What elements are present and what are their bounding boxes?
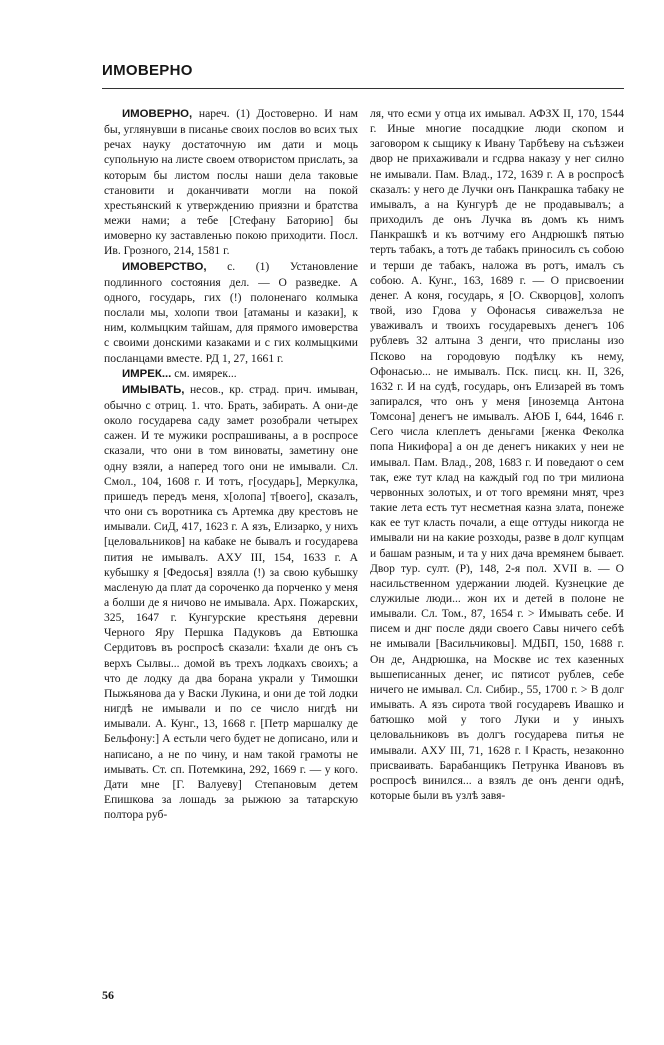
entry-text: см. имярек... <box>171 366 237 380</box>
dictionary-entry <box>104 382 358 823</box>
entry-text: нареч. (1) Достоверно. И нам бы, углянувши в писанье своих послов во всих тых речах науку достаточную им дати и моць супольную на листе своем отвористом прислать, за которым бы листом послы наши дела таковые становити и доканчивати могли на покой хрестьянский к утверждению приязни и братства межи нами; а тебе [Стефану Баторию] бы имоверно ку заставленью покою приходити. Посл. Ив. Грозного, 214, 1581 г. <box>104 107 358 258</box>
dictionary-entry <box>104 106 358 259</box>
running-head: ИМОВЕРНО <box>102 62 193 79</box>
continued-entry-text: ля, что есми у отца их имывал. АФЗХ II, 170, 1544 г. Иные многие посадцкие люди скопом и заговором к сыщику к Ивану Тарбѣеву на съѣзжеи двор не прихаживали и гсдрва наказу у нег силно не имывали. Пам. Влад., 172, 1639 г. А в роспросѣ сказалъ: у него де Лучки онъ Панкрашка табаку не имывалъ, а на Кунгурѣ де не продавывалъ; а приходилъ де онъ Лучка въ домъ къ нимъ Панкрашкѣ и къ вотчиму его Андрюшкѣ пятью терть табакъ, а тотъ де табакъ приносилъ съ собою и терши де табакъ, наложа въ ротъ, ималъ съ собою. А. Кунг., 163, 1689 г. — О присвоении денег. А коня, государь, я [О. Скворцов], холопъ твой, изо Гдова у Офонасья сиважелъза не уваживалъ и твоихъ государевыхъ денегъ 106 рублевъ 32 алтына 3 денги, что присланы изо Псково на городовую подѣлку къ нему, Офонасью... не имывалъ. Пск. писц. кн. II, 326, 1632 г. И на судѣ, государь, онъ Елизарей въ томъ запирался, что онъ у меня [иноземца Антона Томсона] денегъ не имывалъ. АЮБ I, 644, 1646 г. Сего числа клеплетъ деньгами [женка Феколка попа Никифора] а он де денегъ никаких у неи не имывал. Пам. Влад., 208, 1683 г. И поведают о сем так, еже тут клад на каждый год по три милиона червонных золотых, и от того времяни мнят, чрез такие лета есть тут несметная казна злата, понеже как ее тут класть почали, а еще оттуды никогда не имывали ни на какие розходы, разве в долг купцам и башам разным, и та у них дача времянем бывает. Двор тур. султ. (Р), 148, 2-я пол. XVII в. — О насильственном удержании людей. Кузнецкие де служилые люди... жон их и детей в полоне не имывали. Сл. Том., 87, 1654 г. > Имывать себе. И писем и днг после дяди своего Савы ничего себѣ не имывали [Васильчиковы]. МДБП, 150, 1688 г. Он де, Андрюшка, на Москве ис тех казенных вышеписанных денег, ис пятисот рублев, себе ничего не имывал. Сл. Сибир., 55, 1700 г. > В долг имывать. А язъ сирота твой государевъ Ивашко и батюшко мой у того Луки и у иныхъ целовальниковъ въ долгъ государева питья не имывали. АХУ III, 71, 1628 г. ‖ Красть, незаконно присваивать. Барабанщикъ Петрунка Ивановъ въ роспросѣ винился... а взялъ де онъ денги однѣ, которые были въ узлѣ завя- <box>370 107 624 803</box>
page-number: 56 <box>102 988 114 1002</box>
headword: ИМОВЕРСТВО, <box>122 260 207 273</box>
headword: ИМЫВАТЬ, <box>122 383 185 396</box>
headword: ИМРЕК... <box>122 367 172 380</box>
header-rule <box>102 88 624 89</box>
headword: ИМОВЕРНО, <box>122 108 193 120</box>
entry-text: с. (1) Установление подлинного состояния дел. — О разведке. А одного, государь, гих (!) полоненаго колмыка послали мы, холопи твои [атаманы и казаки], к ним, колмыцким тайшам, для прямого имоверства с своими донскими казаками и с гих колмыцкими посланцами вместе. РД 1, 27, 1661 г. <box>104 259 358 365</box>
right-column <box>370 106 624 803</box>
dictionary-entry <box>104 366 358 382</box>
left-column <box>104 106 358 822</box>
dictionary-entry <box>104 259 358 366</box>
entry-text: несов., кр. страд. прич. имыван, обычно с отриц. 1. что. Брать, забирать. А они-де около государева саду замет розобрали четырех сажен. И те мужики роспрашиваны, а в роспросе сказали, что они в том виноваты, заметину оне одну взяли, а наперед того они не имывали. Сл. Смол., 104, 1608 г. И тотъ, г[осударь], Меркулка, пришедъ передъ меня, х[олопа] т[воего], сказалъ, что они съ воротника съ Артемка дву крестовъ не имывали. СиД, 417, 1623 г. А язъ, Елизарко, у нихъ [целовальников] на кабаке не бывалъ и государева пития не имывалъ. АХУ III, 154, 1633 г. А кубышку я [Федосья] взялла (!) за свою кубышку масленую да плат да сороченко да порченко у меня а болши де я ничово не имывала. Арх. Пожарских, 325, 1647 г. Кунгурские крестьяня деревни Черного Яру Першка Падуковъ да Евтюшка Сердитовъ въ роспросѣ сказали: ѣхали де онъ съ верхъ Сылвы... домой въ трехъ лодкахъ своихъ; а что де лодку да два борана украли у Тимошки Пыжьянова да у Васки Лукина, и они де той лодки нигдѣ не имывали и по се число нигдѣ ни имывали. А. Кунг., 13, 1668 г. [Петр маршалку де Бельфону:] А естьли чего будет не дописано, или и написано, а не по чину, и нам такой грамоты не имывать. Ст. сп. Потемкина, 292, 1669 г. — у кого. Дати мне [Г. Валуеву] Степановым детем Епишкова за лошадь за рыжюю за татарскую полтора руб- <box>104 382 358 822</box>
